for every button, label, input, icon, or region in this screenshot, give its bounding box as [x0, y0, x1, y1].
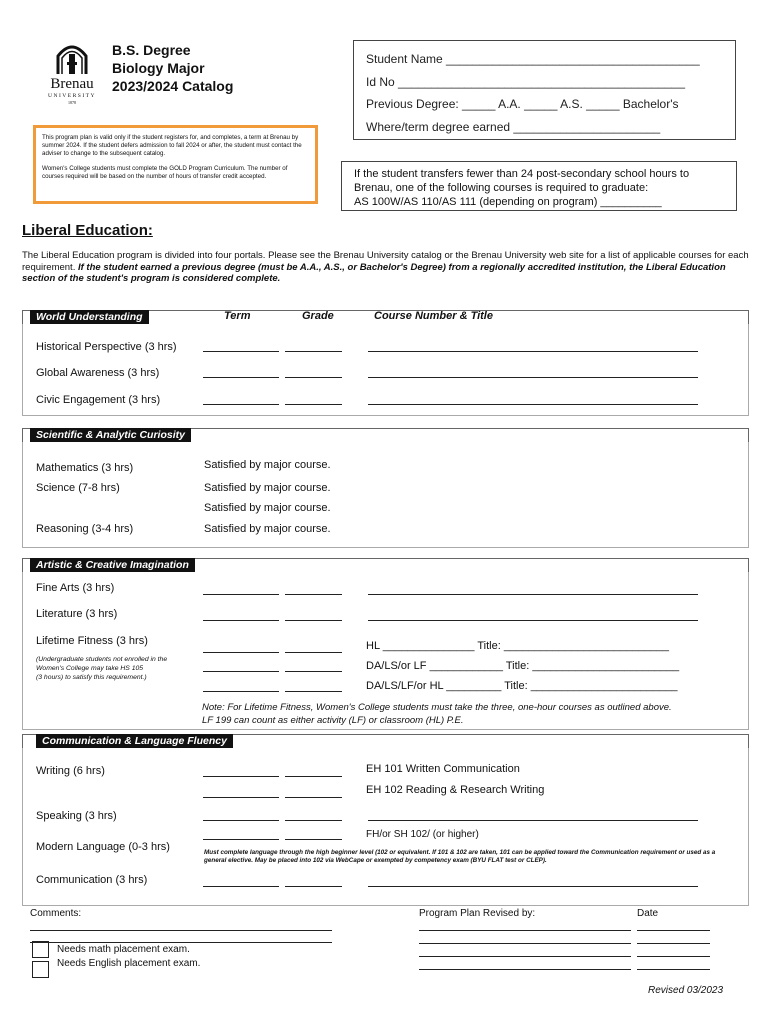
term-column-header: Term	[224, 310, 251, 322]
science-label: Science (7-8 hrs)	[36, 482, 120, 494]
literature-label: Literature (3 hrs)	[36, 608, 118, 620]
fitness-note-line: (Undergraduate students not enrolled in the	[36, 656, 168, 663]
program-title	[112, 41, 233, 95]
transfer-line-3: AS 100W/AS 110/AS 111 (depending on program) __________	[354, 196, 662, 208]
grade-blank[interactable]	[285, 404, 342, 405]
term-blank[interactable]	[203, 620, 279, 621]
validity-text: This program plan is valid only if the student registers for, and completes, a term at Brenau by summer 2024. If the student defers admission to fall 2024 or after, the student must contact the adviser to change to the subsequent catalog.	[42, 134, 302, 157]
fine-arts-label: Fine Arts (3 hrs)	[36, 582, 115, 594]
svg-text:Brenau: Brenau	[50, 76, 94, 92]
svg-text:1878: 1878	[68, 100, 76, 105]
grade-blank[interactable]	[285, 377, 342, 378]
liberal-education-heading: Liberal Education:	[22, 222, 153, 239]
date-line[interactable]	[637, 956, 710, 957]
catalog-label: 2023/2024 Catalog	[112, 78, 234, 94]
course-column-header: Course Number & Title	[374, 310, 493, 322]
english-placement-label: Needs English placement exam.	[57, 958, 201, 969]
global-awareness-label: Global Awareness (3 hrs)	[36, 367, 160, 379]
grade-blank[interactable]	[285, 839, 342, 840]
historical-perspective-label: Historical Perspective (3 hrs)	[36, 341, 177, 353]
grade-blank[interactable]	[285, 797, 342, 798]
liberal-education-intro	[22, 250, 752, 285]
course-blank[interactable]	[368, 620, 698, 621]
dals-course-field[interactable]: DA/LS/or LF ____________ Title: ________________________	[366, 660, 680, 672]
hl-course-field[interactable]: HL _______________ Title: ___________________________	[366, 640, 669, 652]
math-placement-checkbox[interactable]	[32, 941, 49, 958]
transfer-line-1: If the student transfers fewer than 24 post-secondary school hours to	[354, 168, 690, 180]
revised-by-line[interactable]	[419, 956, 631, 957]
eh102-course: EH 102 Reading & Research Writing	[366, 784, 545, 796]
artistic-imagination-tag: Artistic & Creative Imagination	[30, 558, 195, 572]
term-blank[interactable]	[203, 377, 279, 378]
term-blank[interactable]	[203, 671, 279, 672]
revised-by-line[interactable]	[419, 943, 631, 944]
brenau-logo	[40, 36, 104, 106]
course-blank[interactable]	[368, 351, 698, 352]
course-blank[interactable]	[368, 886, 698, 887]
eh101-course: EH 101 Written Communication	[366, 763, 520, 775]
date-line[interactable]	[637, 969, 710, 970]
fh-course: FH/or SH 102/ (or higher)	[366, 829, 479, 840]
english-placement-checkbox[interactable]	[32, 961, 49, 978]
satisfied-by-major: Satisfied by major course.	[204, 502, 331, 514]
satisfied-by-major: Satisfied by major course.	[204, 482, 331, 494]
term-blank[interactable]	[203, 886, 279, 887]
comments-line[interactable]	[30, 942, 332, 943]
date-line[interactable]	[637, 930, 710, 931]
term-blank[interactable]	[203, 404, 279, 405]
womens-college-text: Women's College students must complete the GOLD Program Curriculum. The number of courses required will be based on the number of hours of transfer credit accepted.	[42, 165, 288, 180]
intro-plain: The Liberal Education program is divided into four portals. Please see the Brenau University catalog or the Brenau University web site for a list of applicable courses for each requirement.	[22, 250, 749, 273]
lifetime-fitness-note	[202, 701, 672, 727]
course-blank[interactable]	[368, 594, 698, 595]
language-requirement-note: Must complete language through the high beginner level (102 or equivalent. If 101 & 102 are taken, 101 can be applied toward the Communication requirement or used as a general elective. May be placed into 102 via WebCape or exempted by competency exam (BYU FLAT test or CLEP).	[204, 849, 716, 864]
grade-blank[interactable]	[285, 820, 342, 821]
revised-by-line[interactable]	[419, 930, 631, 931]
dalslf-course-field[interactable]: DA/LS/LF/or HL _________ Title: ________________________	[366, 680, 678, 692]
where-term-field[interactable]: Where/term degree earned ______________________	[366, 120, 661, 134]
date-line[interactable]	[637, 943, 710, 944]
course-blank[interactable]	[368, 820, 698, 821]
lf-note-line: Note: For Lifetime Fitness, Women's College students must take the three, one-hour courses as outlined above.	[202, 702, 672, 713]
grade-blank[interactable]	[285, 671, 342, 672]
fitness-note-line: (3 hours) to satisfy this requirement.)	[36, 674, 147, 681]
grade-blank[interactable]	[285, 594, 342, 595]
grade-blank[interactable]	[285, 886, 342, 887]
plan-revised-label: Program Plan Revised by:	[419, 908, 536, 919]
previous-degree-field[interactable]: Previous Degree: _____ A.A. _____ A.S. _____ Bachelor's	[366, 97, 679, 111]
communication-label: Communication (3 hrs)	[36, 874, 148, 886]
civic-engagement-label: Civic Engagement (3 hrs)	[36, 394, 161, 406]
satisfied-by-major: Satisfied by major course.	[204, 459, 331, 471]
term-blank[interactable]	[203, 776, 279, 777]
date-label: Date	[637, 908, 659, 919]
writing-label: Writing (6 hrs)	[36, 765, 105, 777]
fitness-note	[36, 655, 167, 682]
revised-date: Revised 03/2023	[648, 985, 724, 996]
term-blank[interactable]	[203, 820, 279, 821]
grade-blank[interactable]	[285, 691, 342, 692]
svg-text:UNIVERSITY: UNIVERSITY	[48, 93, 96, 99]
course-blank[interactable]	[368, 377, 698, 378]
world-understanding-tag: World Understanding	[30, 310, 149, 324]
grade-blank[interactable]	[285, 776, 342, 777]
grade-blank[interactable]	[285, 351, 342, 352]
communication-fluency-tag: Communication & Language Fluency	[36, 734, 233, 748]
id-field[interactable]: Id No ___________________________________________	[366, 75, 685, 89]
mathematics-label: Mathematics (3 hrs)	[36, 462, 134, 474]
reasoning-label: Reasoning (3-4 hrs)	[36, 523, 134, 535]
math-placement-label: Needs math placement exam.	[57, 944, 190, 955]
grade-blank[interactable]	[285, 652, 342, 653]
intro-bold: If the student earned a previous degree (must be A.A., A.S., or Bachelor's Degree) from a regionally accredited institution, the Liberal Education section of the student's program is considered complete.	[22, 261, 726, 284]
fitness-note-line: Women's College may take HS 105	[36, 665, 144, 672]
speaking-label: Speaking (3 hrs)	[36, 810, 117, 822]
modern-language-label: Modern Language (0-3 hrs)	[36, 841, 170, 853]
revised-by-line[interactable]	[419, 969, 631, 970]
student-name-field[interactable]: Student Name ______________________________________	[366, 52, 700, 66]
satisfied-by-major: Satisfied by major course.	[204, 523, 331, 535]
term-blank[interactable]	[203, 652, 279, 653]
grade-column-header: Grade	[302, 310, 334, 322]
term-blank[interactable]	[203, 351, 279, 352]
grade-blank[interactable]	[285, 620, 342, 621]
lf-note-line: LF 199 can count as either activity (LF) or classroom (HL) P.E.	[202, 715, 464, 726]
term-blank[interactable]	[203, 594, 279, 595]
degree-label: B.S. Degree	[112, 42, 191, 58]
transfer-notice-box	[341, 161, 737, 211]
transfer-line-2: Brenau, one of the following courses is required to graduate:	[354, 182, 649, 194]
term-blank[interactable]	[203, 797, 279, 798]
major-label: Biology Major	[112, 60, 205, 76]
term-blank[interactable]	[203, 839, 279, 840]
comments-line[interactable]	[30, 930, 332, 931]
term-blank[interactable]	[203, 691, 279, 692]
comments-label: Comments:	[30, 908, 82, 919]
lifetime-fitness-label: Lifetime Fitness (3 hrs)	[36, 635, 148, 647]
scientific-curiosity-tag: Scientific & Analytic Curiosity	[30, 428, 191, 442]
course-blank[interactable]	[368, 404, 698, 405]
program-validity-notice	[33, 125, 318, 204]
